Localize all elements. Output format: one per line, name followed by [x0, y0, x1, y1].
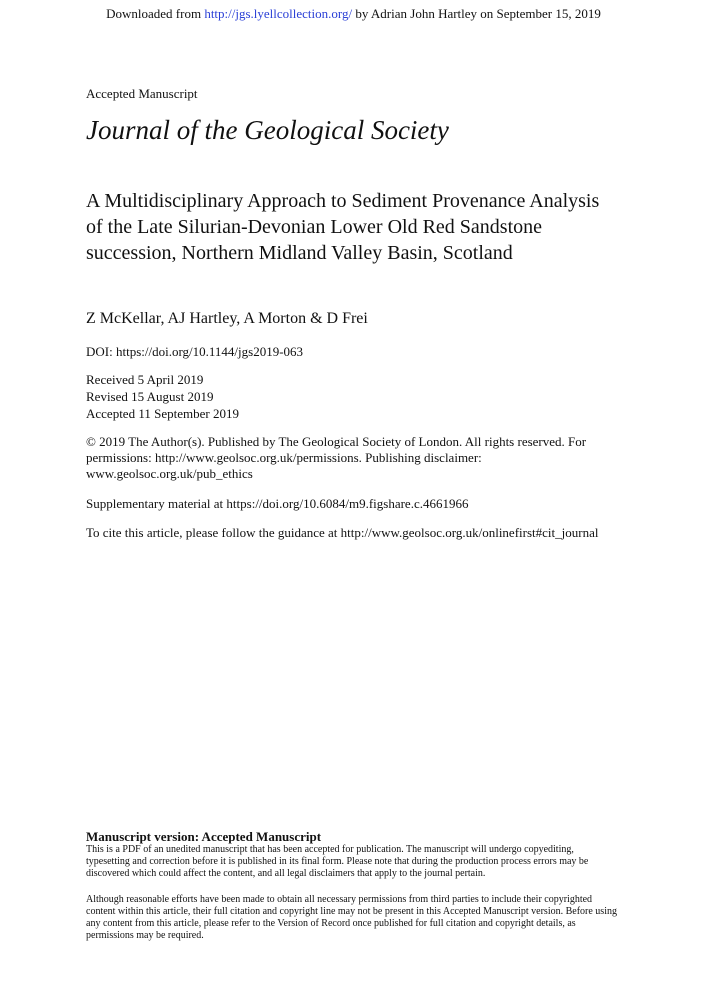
citation-line: To cite this article, please follow the guidance at http://www.geolsoc.org.uk/onlinefirst#cit_journal: [86, 525, 599, 540]
accepted-date: Accepted 11 September 2019: [86, 406, 239, 421]
supplementary-line: Supplementary material at https://doi.org/10.6084/m9.figshare.c.4661966: [86, 496, 469, 511]
download-link[interactable]: http://jgs.lyellcollection.org/: [204, 6, 353, 21]
download-notice: [0, 6, 707, 22]
journal-title: Journal of the Geological Society: [86, 115, 449, 145]
download-prefix: Downloaded from: [106, 6, 205, 21]
manuscript-disclaimer: This is a PDF of an unedited manuscript that has been accepted for publication. The manuscript will undergo copyediting, typesetting and correction before it is published in its final form. Please note that during the production process errors may be discovered which could affect the content, and all legal disclaimers that apply to the journal pertain.: [86, 844, 589, 879]
download-suffix: by Adrian John Hartley on September 15, 2019: [352, 6, 601, 21]
doi-line: DOI: https://doi.org/10.1144/jgs2019-063: [86, 344, 304, 359]
revised-date: Revised 15 August 2019: [86, 389, 214, 404]
article-title: A Multidisciplinary Approach to Sediment Provenance Analysis of the Late Silurian-Devonian Lower Old Red Sandstone succession, Northern Midland Valley Basin, Scotland: [86, 190, 600, 264]
status-label: Accepted Manuscript: [86, 86, 198, 101]
received-date: Received 5 April 2019: [86, 372, 204, 387]
manuscript-version-heading: Manuscript version: Accepted Manuscript: [86, 829, 322, 844]
copyright-notice: © 2019 The Author(s). Published by The Geological Society of London. All rights reserved. For permissions: http://www.geolsoc.org.uk/permissions. Publishing disclaimer: www.geolsoc.org.uk/pub_ethics: [86, 434, 587, 481]
dates-block: [86, 371, 239, 422]
author-list: Z McKellar, AJ Hartley, A Morton & D Frei: [86, 310, 368, 327]
permissions-disclaimer: Although reasonable efforts have been made to obtain all necessary permissions from third parties to include their copyrighted content within this article, their full citation and copyright line may not be present in this Accepted Manuscript version. Before using any content from this article, please refer to the Version of Record once published for full citation and copyright details, as permissions may be required.: [86, 894, 617, 941]
